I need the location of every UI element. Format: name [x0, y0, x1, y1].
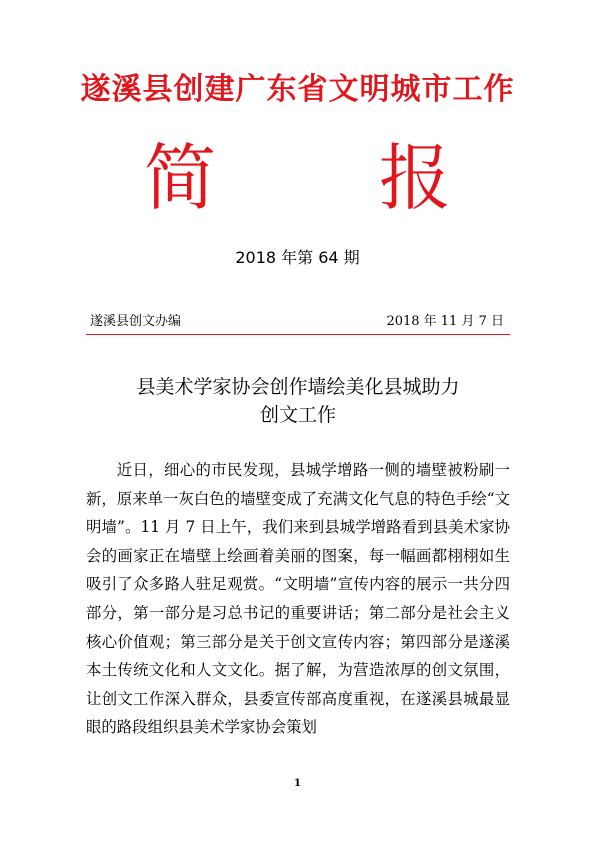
- brief-title: 简 报: [144, 136, 521, 220]
- article-body: 近日，细心的市民发现，县城学增路一侧的墙壁被粉刷一新，原来单一灰白色的墙壁变成了充满文化气息的特色手绘“文明墙”。11 月 7 日上午，我们来到县城学增路看到县美术家协会的画家正在墙壁上绘画着美丽的图案，每一幅画都栩栩如生吸引了众多路人驻足观赏。“文明墙”宣传内容的展示一共分四部分，第一部分是习总书记的重要讲话；第二部分是社会主义核心价值观；第三部分是关于创文宣传内容；第四部分是遂溪本土传统文化和人文文化。据了解，为营造浓厚的创文氛围，让创文工作深入群众，县委宣传部高度重视，在遂溪县城最显眼的路段组织县美术学家协会策划: [86, 461, 510, 737]
- page-number: 1: [294, 778, 301, 789]
- issue-date: 2018 年 11 月 7 日: [386, 314, 504, 329]
- red-divider: [86, 334, 510, 335]
- article-title: [86, 373, 510, 429]
- editor-label: 遂溪县创文办编: [90, 314, 182, 329]
- article-title-line-2: 创文工作: [259, 404, 336, 426]
- article-title-line-1: 县美术学家协会创作墙绘美化县城助力: [136, 376, 460, 398]
- meta-row: [86, 312, 510, 332]
- issue-number: 2018 年第 64 期: [235, 248, 360, 267]
- header-title: 遂溪县创建广东省文明城市工作: [80, 72, 515, 107]
